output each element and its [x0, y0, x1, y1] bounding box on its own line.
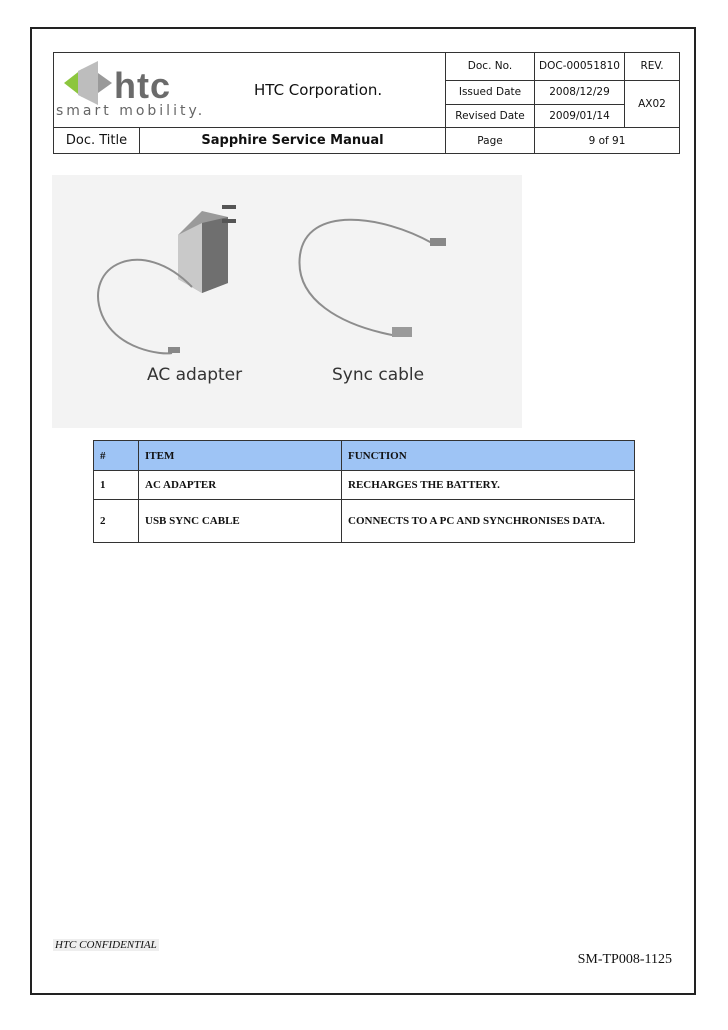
revised-date-value: 2009/01/14: [535, 104, 625, 128]
issued-date-value: 2008/12/29: [535, 80, 625, 104]
ac-adapter-icon: [98, 205, 236, 353]
rev-label: REV.: [625, 53, 680, 81]
row-number: 2: [94, 500, 139, 543]
doc-title-label: Doc. Title: [54, 128, 140, 154]
doc-no-label: Doc. No.: [446, 53, 535, 81]
table-row: [94, 500, 635, 543]
issued-date-label: Issued Date: [446, 80, 535, 104]
page-label: Page: [446, 128, 535, 154]
sync-cable-icon: [299, 220, 446, 337]
company-name: HTC Corporation.: [254, 81, 383, 99]
confidential-label: HTC CONFIDENTIAL: [55, 939, 157, 951]
logo-tagline: smart mobility.: [56, 103, 206, 119]
accessories-table: [93, 440, 635, 543]
ac-adapter-caption: AC adapter: [147, 365, 243, 385]
revised-date-label: Revised Date: [446, 104, 535, 128]
row-function: CONNECTS TO A PC AND SYNCHRONISES DATA.: [342, 500, 635, 543]
sync-cable-caption: Sync cable: [332, 365, 425, 385]
document-reference: SM-TP008-1125: [577, 952, 672, 967]
accessories-photo: [52, 175, 522, 428]
table-row: [94, 471, 635, 500]
row-item: AC ADAPTER: [139, 471, 342, 500]
row-number: 1: [94, 471, 139, 500]
col-header-number: #: [94, 441, 139, 471]
logo-cell: [54, 53, 446, 128]
col-header-function: FUNCTION: [342, 441, 635, 471]
table-header-row: [94, 441, 635, 471]
row-function: RECHARGES THE BATTERY.: [342, 471, 635, 500]
htc-logo: [54, 55, 254, 131]
logo-wordmark: htc: [114, 65, 171, 106]
doc-title-value: Sapphire Service Manual: [140, 128, 446, 154]
row-item: USB SYNC CABLE: [139, 500, 342, 543]
doc-no-value: DOC-00051810: [535, 53, 625, 81]
logo-mark-icon: [58, 61, 118, 105]
accessories-illustration: [52, 175, 522, 428]
col-header-item: ITEM: [139, 441, 342, 471]
page-value: 9 of 91: [535, 128, 680, 154]
rev-value: AX02: [625, 80, 680, 127]
document-header: [53, 52, 680, 154]
